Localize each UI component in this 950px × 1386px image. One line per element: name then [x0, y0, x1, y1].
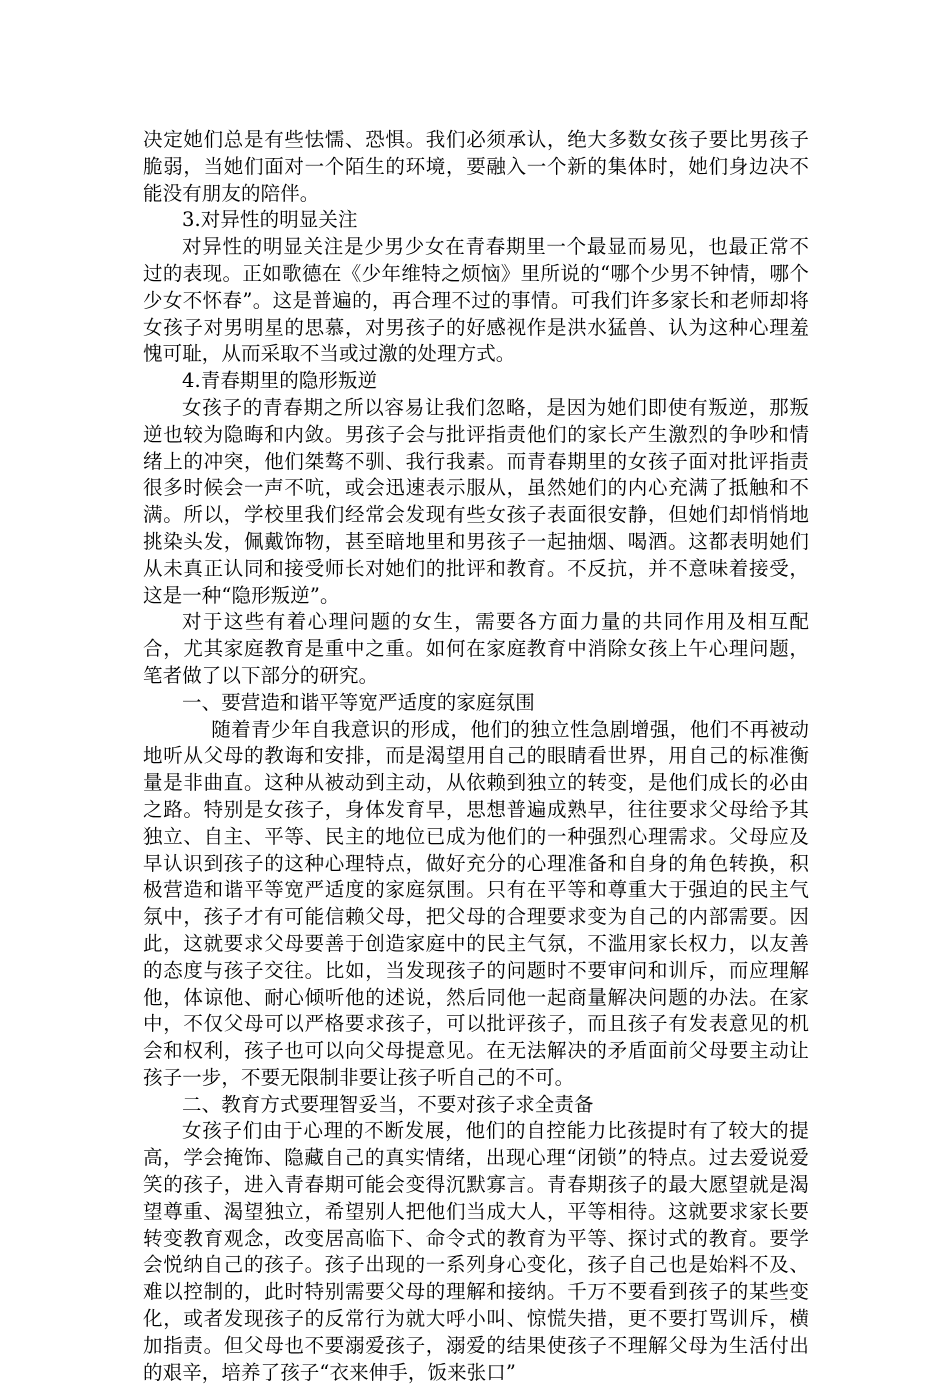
paragraph-opposite-sex-attention: 对异性的明显关注是少男少女在青春期里一个最显而易见，也最正常不过的表现。正如歌德在《少年维特之烦恼》里所说的“哪个少男不钟情，哪个少女不怀春”。这是普遍的，再合理不过的事情。可我们许多家长和老师却将女孩子对男明星的思慕，对男孩子的好感视作是洪水猛兽、认为这种心理羞愧可耻，从而采取不当或过激的处理方式。 [143, 235, 809, 366]
paragraph-hidden-rebellion: 女孩子的青春期之所以容易让我们忽略，是因为她们即使有叛逆，那叛逆也较为隐晦和内敛。男孩子会与批评指责他们的家长产生激烈的争吵和情绪上的冲突，他们桀骜不驯、我行我素。而青春期里的女孩子面对批评指责很多时候会一声不吭，或会迅速表示服从，虽然她们的内心充满了抵触和不满。所以，学校里我们经常会发现有些女孩子表面很安静，但她们却悄悄地挑染头发，佩戴饰物，甚至暗地里和男孩子一起抽烟、喝酒。这都表明她们从未真正认同和接受师长对她们的批评和教育。不反抗，并不意味着接受，这是一种“隐形叛逆”。 [143, 395, 809, 607]
paragraph-continued: 决定她们总是有些怯懦、恐惧。我们必须承认，绝大多数女孩子要比男孩子脆弱，当她们面对一个陌生的环境，要融入一个新的集体时，她们身边决不能没有朋友的陪伴。 [143, 128, 809, 205]
section-heading-one: 一、要营造和谐平等宽严适度的家庭氛围 [182, 690, 535, 714]
section-heading-4: 4.青春期里的隐形叛逆 [182, 369, 378, 393]
section-heading-3: 3.对异性的明显关注 [182, 208, 358, 232]
paragraph-family-atmosphere: 随着青少年自我意识的形成，他们的独立性急剧增强，他们不再被动地听从父母的教诲和安排，而是渴望用自己的眼睛看世界，用自己的标准衡量是非曲直。这种从被动到主动，从依赖到独立的转变，是他们成长的必由之路。特别是女孩子，身体发育早，思想普遍成熟早，往往要求父母给予其独立、自主、平等、民主的地位已成为他们的一种强烈心理需求。父母应及早认识到孩子的这种心理特点，做好充分的心理准备和自身的角色转换，积极营造和谐平等宽严适度的家庭氛围。只有在平等和尊重大于强迫的民主气氛中，孩子才有可能信赖父母，把父母的合理要求变为自己的内部需要。因此，这就要求父母要善于创造家庭中的民主气氛，不滥用家长权力，以友善的态度与孩子交往。比如，当发现孩子的问题时不要审问和训斥，而应理解他，体谅他、耐心倾听他的述说，然后同他一起商量解决问题的办法。在家中，不仅父母可以严格要求孩子，可以批评孩子，而且孩子有发表意见的机会和权利，孩子也可以向父母提意见。在无法解决的矛盾面前父母要主动让孩子一步，不要无限制非要让孩子听自己的不可。 [143, 717, 809, 1089]
section-heading-two: 二、教育方式要理智妥当，不要对孩子求全责备 [182, 1092, 594, 1116]
paragraph-family-education-intro: 对于这些有着心理问题的女生，需要各方面力量的共同作用及相互配合，尤其家庭教育是重中之重。如何在家庭教育中消除女孩上午心理问题，笔者做了以下部分的研究。 [143, 610, 809, 687]
paragraph-education-method: 女孩子们由于心理的不断发展，他们的自控能力比孩提时有了较大的提高，学会掩饰、隐藏自己的真实情绪，出现心理“闭锁”的特点。过去爱说爱笑的孩子，进入青春期可能会变得沉默寡言。青春期孩子的最大愿望就是渴望尊重、渴望独立，希望别人把他们当成大人，平等相待。这就要求家长要转变教育观念，改变居高临下、命令式的教育为平等、探讨式的教育。要学会悦纳自己的孩子。孩子出现的一系列身心变化，孩子自己也是始料不及、难以控制的，此时特别需要父母的理解和接纳。千万不要看到孩子的某些变化，或者发现孩子的反常行为就大呼小叫、惊慌失措，更不要打骂训斥，横加指责。但父母也不要溺爱孩子，溺爱的结果使孩子不理解父母为生活付出的艰辛，培养了孩子“衣来伸手，饭来张口” [143, 1119, 809, 1384]
document-body [143, 127, 809, 1386]
